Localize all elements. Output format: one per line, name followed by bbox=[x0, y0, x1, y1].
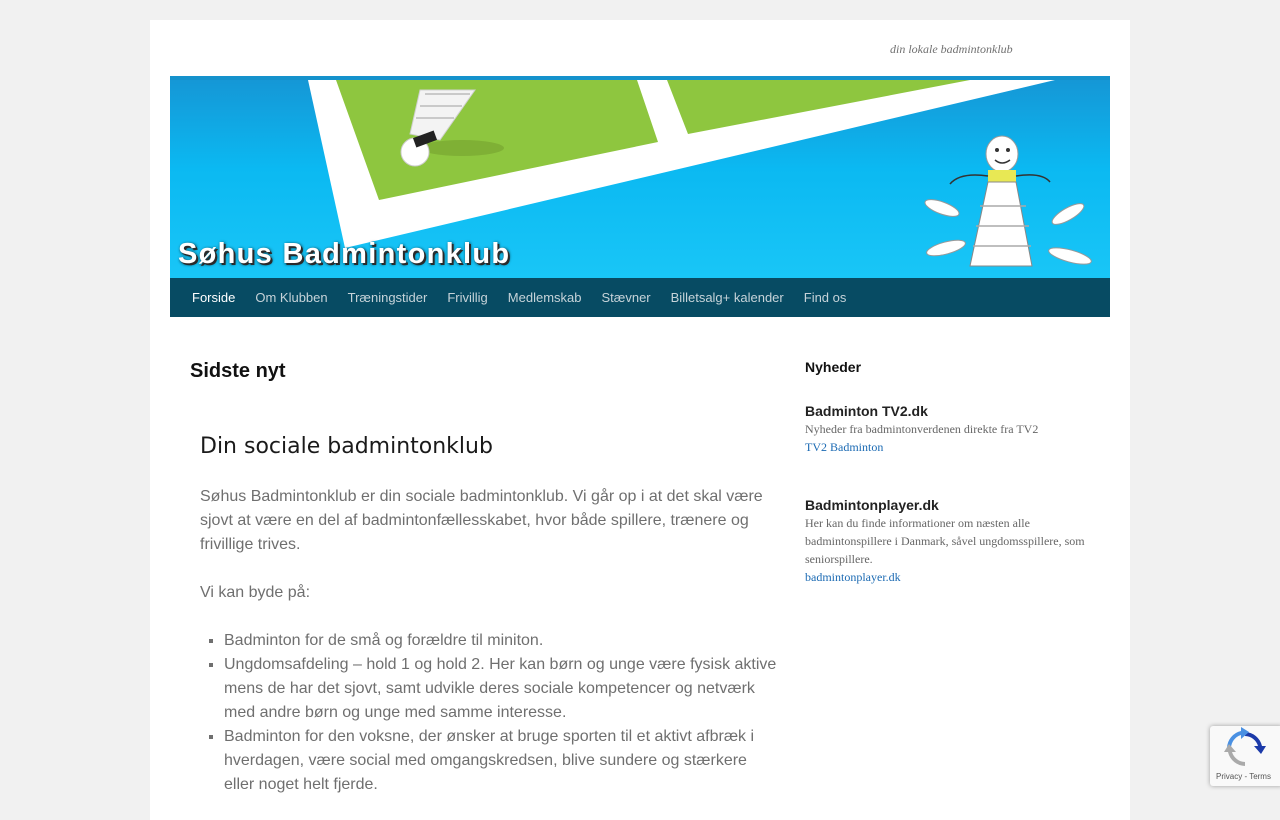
widget-description: Nyheder fra badmintonverdenen direkte fra TV2 bbox=[805, 422, 1039, 436]
widget-link-tv2[interactable]: TV2 Badminton bbox=[805, 440, 884, 454]
news-widget-tv2 bbox=[805, 402, 1105, 456]
nav-item-frivillig[interactable]: Frivillig bbox=[447, 290, 488, 305]
sidebar bbox=[805, 358, 1105, 626]
recaptcha-badge[interactable] bbox=[1210, 726, 1280, 786]
post-paragraph: Søhus Badmintonklub er din sociale badmintonklub. Vi går op i at det skal være sjovt at være en del af badmintonfællesskabet, hvor både spillere, trænere og frivillige trives. bbox=[200, 488, 763, 553]
recaptcha-links[interactable]: Privacy - Terms bbox=[1216, 772, 1271, 781]
widget-title: Badminton TV2.dk bbox=[805, 403, 928, 419]
header-banner[interactable] bbox=[170, 76, 1110, 278]
nav-item-staevner[interactable]: Stævner bbox=[601, 290, 651, 305]
recaptcha-icon bbox=[1210, 726, 1280, 772]
nav-item-billetsalg[interactable]: Billetsalg+ kalender bbox=[670, 290, 784, 305]
widget-title: Badmintonplayer.dk bbox=[805, 497, 939, 513]
post-content bbox=[200, 485, 780, 797]
widget-description: Her kan du finde informationer om næsten alle badmintonspillere i Danmark, såvel ungdomsspillere, som seniorspillere. bbox=[805, 516, 1085, 566]
widget-link-badmintonplayer[interactable]: badmintonplayer.dk bbox=[805, 570, 901, 584]
nav-item-om-klubben[interactable]: Om Klubben bbox=[255, 290, 328, 305]
offer-list bbox=[200, 629, 780, 797]
nav-item-find-os[interactable]: Find os bbox=[803, 290, 847, 305]
main-navigation bbox=[170, 278, 1110, 317]
page-title: Sidste nyt bbox=[190, 360, 286, 382]
post-paragraph: Vi kan byde på: bbox=[200, 584, 311, 601]
list-item: ▪ Ungdomsafdeling – hold 1 og hold 2. Her kan børn og unge være fysisk aktive mens de har det sjovt, samt udvikle deres sociale kompetencer og netværk med andre børn og unge med samme interesse. bbox=[224, 653, 780, 725]
list-item: ▪ Badminton for den voksne, der ønsker at bruge sporten til et aktivt afbræk i hverdagen, være social med omgangskredsen, blive sundere og stærkere eller noget helt fjerde. bbox=[224, 725, 780, 797]
nav-item-forside[interactable]: Forside bbox=[192, 290, 236, 305]
nav-item-medlemskab[interactable]: Medlemskab bbox=[507, 290, 582, 305]
post-title[interactable]: Din sociale badmintonklub bbox=[200, 434, 493, 459]
nav-item-traeningstider[interactable]: Træningstider bbox=[347, 290, 428, 305]
list-item: ▪ Badminton for de små og forældre til miniton. bbox=[224, 629, 780, 653]
page-wrapper bbox=[150, 20, 1130, 820]
site-tagline: din lokale badmintonklub bbox=[890, 42, 1013, 56]
sidebar-title: Nyheder bbox=[805, 359, 862, 375]
news-widget-badmintonplayer bbox=[805, 496, 1105, 586]
site-title[interactable]: Søhus Badmintonklub bbox=[178, 238, 511, 270]
